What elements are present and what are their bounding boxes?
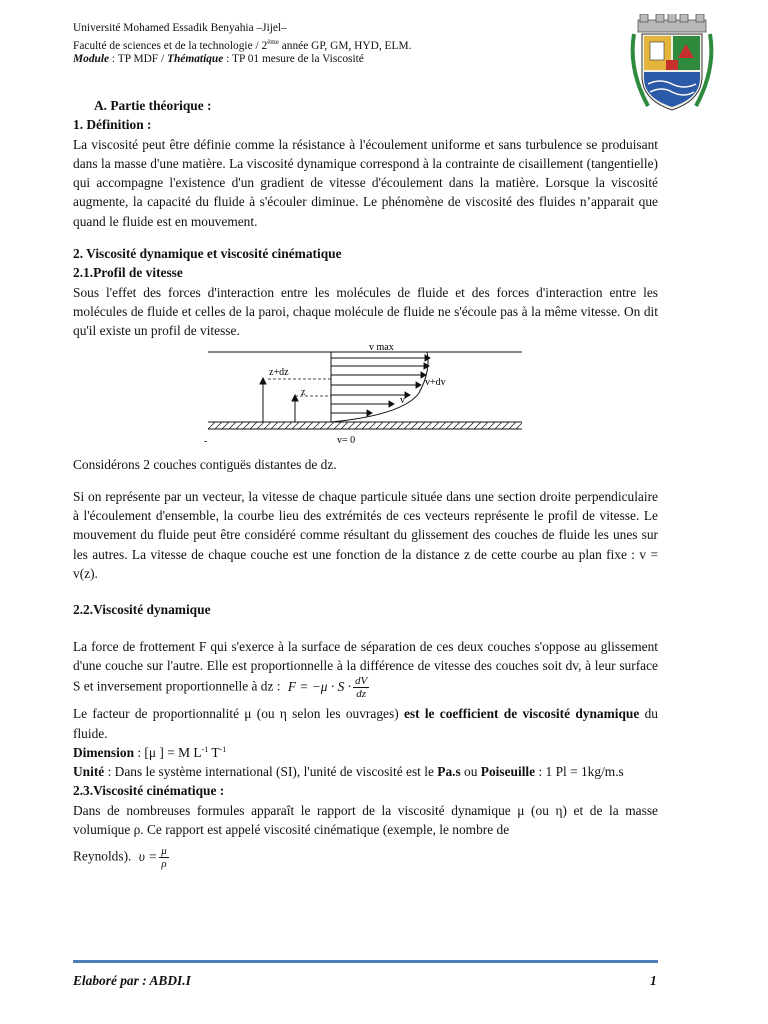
facteur-pre: Le facteur de proportionnalité μ (ou η selon les ouvrages): [73, 706, 404, 722]
section-a-heading: A. Partie théorique :: [94, 98, 212, 113]
header-faculty-pre: Faculté de sciences et de la technologie / 2: [73, 39, 268, 52]
facteur-bold: est le coefficient de viscosité dynamique: [403, 706, 640, 722]
footer-author: Elaboré par : ABDI.I: [73, 973, 191, 988]
document-body: [73, 96, 658, 870]
force-paragraph: [73, 637, 658, 701]
unite-pas: Pa.s: [437, 764, 461, 780]
dimension-value: : [μ ] = M L: [134, 744, 202, 760]
dimension-exp1: -1: [201, 744, 209, 754]
page-number: 1: [650, 973, 657, 988]
unite-post: : 1 Pl = 1kg/m.s: [535, 764, 624, 780]
footer-divider: [73, 960, 658, 963]
cinematique-paragraph: Dans de nombreuses formules apparaît le rapport de la viscosité dynamique μ (ou η) et de la masse volumique ρ. Ce rapport est appelé viscosité cinématique (exemple, le nombre de: [73, 802, 658, 838]
considerons-paragraph: Considérons 2 couches contiguës distantes de dz.: [73, 456, 337, 472]
dimension-exp2: -1: [219, 744, 227, 754]
cinematic-equation: [138, 845, 169, 871]
unite-poiseuille: Poiseuille: [480, 764, 536, 780]
dimension-label: Dimension: [73, 744, 135, 760]
definition-paragraph: La viscosité peut être définie comme la résistance à l'écoulement uniforme et sans turbulence se produisant dans la masse d'une matière. La viscosité dynamique correspond à la contrainte de cisaillement (tangentielle) qui accompagne l'existence d'un gradient de vitesse d'écoulement dans la matière. Lorsque la viscosité augmente, la capacité du fluide à s'écouler diminue. Le phénomène de viscosité des fluides n’apparait que quand le fluide est en mouvement.: [73, 136, 658, 229]
section-1-heading: 1. Définition :: [73, 117, 152, 133]
theme-label: Thématique: [167, 52, 224, 65]
force-equation-num: dV: [354, 675, 368, 688]
reynolds-text: Reynolds).: [73, 848, 132, 864]
cinematic-equation-lhs: υ =: [138, 848, 158, 864]
section-2-3-heading: 2.3.Viscosité cinématique :: [73, 783, 225, 799]
force-equation-den: dz: [356, 688, 366, 701]
section-2-1-heading: 2.1.Profil de vitesse: [73, 265, 183, 281]
header-faculty: [73, 36, 633, 53]
theme-value: : TP 01 mesure de la Viscosité: [223, 52, 364, 65]
label-dash: -: [204, 435, 208, 447]
dimension-T: T: [208, 744, 220, 760]
header-faculty-sup: ème: [267, 37, 279, 46]
label-v: v: [400, 394, 405, 406]
force-equation-lhs: F = −μ · S ·: [287, 678, 351, 694]
unite-label: Unité: [73, 764, 105, 780]
profil-paragraph: Sous l'effet des forces d'interaction entre les molécules de fluide et des forces d'interaction entre les molécules de fluide et celles de la paroi, chaque molécule de fluide ne s'écoule pas à la même vitesse. On dit qu'il existe un profil de vitesse.: [73, 284, 658, 339]
module-label: Module: [73, 52, 110, 65]
section-2-2-heading: 2.2.Viscosité dynamique: [73, 602, 211, 618]
facteur-paragraph: [73, 704, 658, 743]
document-header: [73, 22, 633, 66]
force-equation: [287, 675, 369, 701]
header-faculty-post: année GP, GM, HYD, ELM.: [278, 39, 412, 52]
facteur-post: du fluide.: [73, 706, 658, 741]
vecteur-paragraph: Si on représente par un vecteur, la vitesse de chaque particule située dans une section droite perpendiculaire à l'écoulement d'ensemble, la courbe lieu des extrémités de ces vecteurs représente le profil de vitesse. Le mouvement du fluide peut être considéré comme résultant du glissement des couches de fluide les unes sur les autres. La vitesse de chaque couche est une fonction de la distance z de cette courbe au plan fixe : v = v(z).: [73, 488, 658, 582]
dimension-line: [73, 743, 658, 762]
velocity-profile-diagram: [73, 343, 658, 455]
header-university: Université Mohamed Essadik Benyahia –Jijel–: [73, 22, 287, 34]
unite-ou: ou: [460, 764, 481, 780]
cinematic-equation-num: μ: [161, 845, 167, 858]
velocity-profile-figure: [73, 343, 658, 455]
label-vdv: v+dv: [425, 376, 446, 388]
label-vmax: v max: [369, 342, 394, 353]
force-equation-fraction: [353, 675, 369, 700]
header-module: [73, 53, 633, 67]
section-2-heading: 2. Viscosité dynamique et viscosité cinématique: [73, 246, 342, 262]
unite-paragraph: [73, 762, 658, 781]
unite-pre: : Dans le système international (SI), l'unité de viscosité est le: [104, 764, 438, 780]
label-v0: v= 0: [337, 434, 356, 446]
reynolds-line: [73, 845, 658, 870]
module-value: : TP MDF /: [109, 52, 167, 65]
label-z: z: [301, 386, 306, 398]
cinematic-equation-fraction: [159, 845, 169, 870]
force-text: La force de frottement F qui s'exerce à la surface de séparation de ces deux couches s'oppose au glissement d'une couche sur l'autre. Elle est proportionnelle à la différence de vitesse des couches soit dv, à leur surface S et inversement proportionnelle à dz :: [73, 638, 658, 694]
label-zdz: z+dz: [269, 366, 289, 378]
cinematic-equation-den: ρ: [161, 858, 167, 871]
